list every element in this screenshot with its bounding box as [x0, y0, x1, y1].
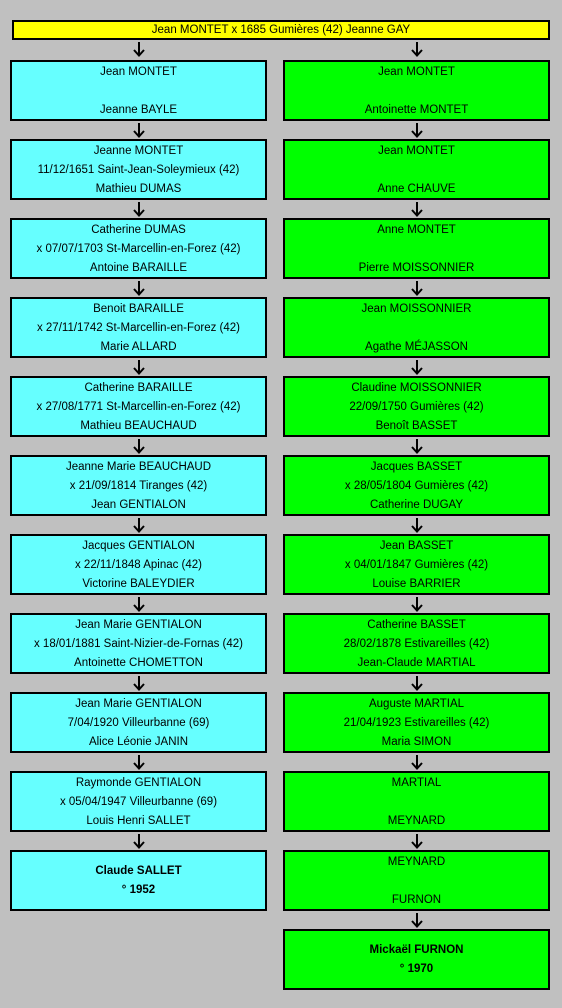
- spouse-name: Alice Léonie JANIN: [88, 736, 189, 748]
- spouse-name: MEYNARD: [387, 815, 446, 827]
- person-name: Catherine DUMAS: [91, 224, 186, 236]
- left_column-generation-box: [10, 297, 267, 358]
- left_column-arrow: [132, 833, 146, 849]
- person-name: Auguste MARTIAL: [368, 698, 465, 710]
- right_column-generation-box: [283, 218, 550, 279]
- marriage-info: x 18/01/1881 Saint-Nizier-de-Fornas (42): [33, 638, 244, 650]
- person-name: MEYNARD: [387, 856, 446, 868]
- right_column-arrow: [410, 517, 424, 533]
- person-name: Jacques BASSET: [370, 461, 463, 473]
- right_column-generation-box: [283, 771, 550, 832]
- left_column-arrow: [132, 754, 146, 770]
- right_column-generation-box: [283, 376, 550, 437]
- person-name: Raymonde GENTIALON: [75, 777, 202, 789]
- left_column-generation-box: [10, 534, 267, 595]
- right_column-arrow: [410, 359, 424, 375]
- marriage-info: 21/04/1923 Estivareilles (42): [343, 717, 490, 729]
- root-couple-text: Jean MONTET x 1685 Gumières (42) Jeanne GAY: [151, 24, 411, 36]
- marriage-info: x 22/11/1848 Apinac (42): [74, 559, 203, 571]
- left_column-generation-box: [10, 60, 267, 121]
- left_column-arrow: [132, 596, 146, 612]
- right-final-box: [283, 929, 550, 990]
- spouse-name: Louise BARRIER: [372, 578, 461, 590]
- left_column-arrow: [132, 675, 146, 691]
- right_column-generation-box: [283, 455, 550, 516]
- right_column-arrow: [410, 201, 424, 217]
- right_column-generation-box: [283, 850, 550, 911]
- person-name: Benoit BARAILLE: [93, 303, 184, 315]
- right_column-arrow: [410, 754, 424, 770]
- person-name: Jeanne MONTET: [93, 145, 184, 157]
- person-name: Jean BASSET: [379, 540, 454, 552]
- right_column-generation-box: [283, 692, 550, 753]
- spouse-name: Mathieu BEAUCHAUD: [80, 420, 197, 432]
- right_column-arrow: [410, 833, 424, 849]
- left_column-arrow: [132, 201, 146, 217]
- spouse-name: Antoinette CHOMETTON: [74, 657, 203, 669]
- spouse-name: Maria SIMON: [381, 736, 452, 748]
- right_column-arrow: [410, 438, 424, 454]
- marriage-info: 7/04/1920 Villeurbanne (69): [67, 717, 210, 729]
- left_column-generation-box: [10, 455, 267, 516]
- person-name: Jean MONTET: [378, 145, 455, 157]
- left_column-generation-box: [10, 613, 267, 674]
- birth-year: ° 1952: [121, 883, 156, 896]
- right_column-arrow: [410, 122, 424, 138]
- person-name: Claudine MOISSONNIER: [351, 382, 482, 394]
- left_column-arrow: [132, 359, 146, 375]
- marriage-info: x 28/05/1804 Gumières (42): [344, 480, 489, 492]
- left_column-arrow: [132, 280, 146, 296]
- right_column-arrow: [410, 912, 424, 928]
- spouse-name: Antoinette MONTET: [364, 104, 469, 116]
- right_column-generation-box: [283, 139, 550, 200]
- person-name: Anne MONTET: [377, 224, 456, 236]
- left_column-arrow: [132, 438, 146, 454]
- spouse-name: Benoît BASSET: [375, 420, 458, 432]
- spouse-name: Marie ALLARD: [100, 341, 177, 353]
- marriage-info: 28/02/1878 Estivareilles (42): [343, 638, 490, 650]
- marriage-info: x 27/11/1742 St-Marcellin-en-Forez (42): [36, 322, 241, 334]
- left_column-generation-box: [10, 692, 267, 753]
- left-final-box: [10, 850, 267, 911]
- person-name: MARTIAL: [391, 777, 442, 789]
- marriage-info: x 05/04/1947 Villeurbanne (69): [59, 796, 218, 808]
- person-name: Jean MOISSONNIER: [361, 303, 472, 315]
- spouse-name: Mathieu DUMAS: [95, 183, 182, 195]
- marriage-info: x 21/09/1814 Tiranges (42): [69, 480, 208, 492]
- person-name: Jacques GENTIALON: [82, 540, 195, 552]
- spouse-name: Jeanne BAYLE: [99, 104, 178, 116]
- descendant-name: Mickaël FURNON: [369, 943, 464, 956]
- person-name: Jean MONTET: [100, 66, 177, 78]
- left_column-generation-box: [10, 218, 267, 279]
- marriage-info: x 04/01/1847 Gumières (42): [344, 559, 489, 571]
- spouse-name: Jean GENTIALON: [91, 499, 186, 511]
- left_column-arrow: [132, 517, 146, 533]
- right_column-generation-box: [283, 60, 550, 121]
- spouse-name: Jean-Claude MARTIAL: [357, 657, 476, 669]
- left_column-arrow: [132, 122, 146, 138]
- right_column-generation-box: [283, 297, 550, 358]
- marriage-info: 11/12/1651 Saint-Jean-Soleymieux (42): [37, 164, 240, 176]
- spouse-name: Anne CHAUVE: [377, 183, 456, 195]
- spouse-name: Victorine BALEYDIER: [82, 578, 195, 590]
- person-name: Catherine BARAILLE: [84, 382, 193, 394]
- marriage-info: x 27/08/1771 St-Marcellin-en-Forez (42): [36, 401, 241, 413]
- left_column-root-arrow: [132, 41, 146, 57]
- marriage-info: 22/09/1750 Gumières (42): [349, 401, 484, 413]
- spouse-name: Agathe MÉJASSON: [365, 341, 468, 353]
- right_column-arrow: [410, 675, 424, 691]
- marriage-info: x 07/07/1703 St-Marcellin-en-Forez (42): [36, 243, 241, 255]
- spouse-name: FURNON: [391, 894, 442, 906]
- right_column-root-arrow: [410, 41, 424, 57]
- person-name: Jean Marie GENTIALON: [75, 698, 202, 710]
- right_column-arrow: [410, 280, 424, 296]
- root-couple-box: [12, 20, 550, 40]
- person-name: Jean MONTET: [378, 66, 455, 78]
- person-name: Catherine BASSET: [367, 619, 466, 631]
- birth-year: ° 1970: [399, 962, 434, 975]
- right_column-generation-box: [283, 613, 550, 674]
- spouse-name: Pierre MOISSONNIER: [358, 262, 475, 274]
- spouse-name: Catherine DUGAY: [369, 499, 464, 511]
- left_column-generation-box: [10, 139, 267, 200]
- person-name: Jean Marie GENTIALON: [75, 619, 202, 631]
- left_column-generation-box: [10, 771, 267, 832]
- spouse-name: Antoine BARAILLE: [89, 262, 188, 274]
- right_column-arrow: [410, 596, 424, 612]
- right_column-generation-box: [283, 534, 550, 595]
- descendant-name: Claude SALLET: [95, 864, 182, 877]
- left_column-generation-box: [10, 376, 267, 437]
- spouse-name: Louis Henri SALLET: [86, 815, 191, 827]
- person-name: Jeanne Marie BEAUCHAUD: [65, 461, 212, 473]
